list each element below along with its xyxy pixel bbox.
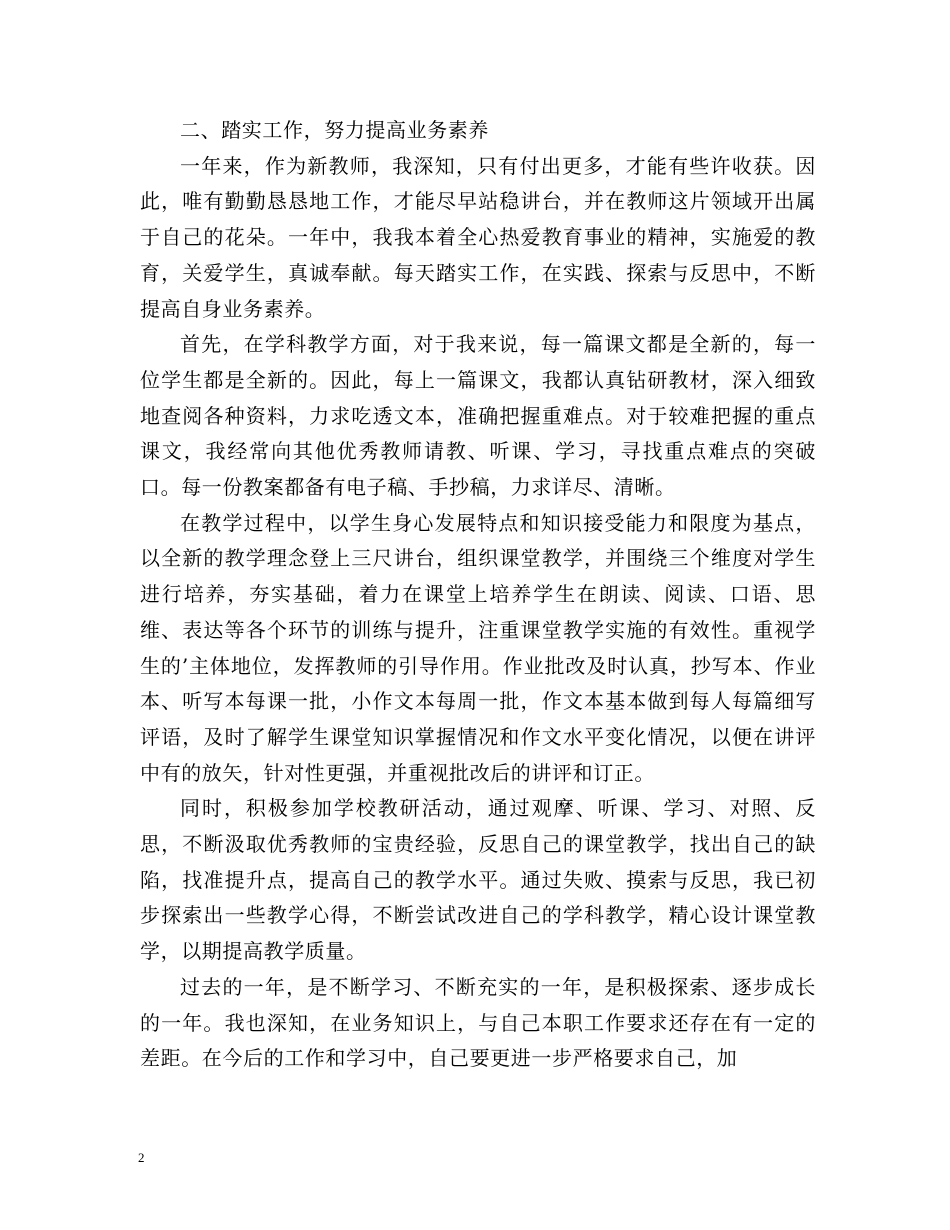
section-heading: 二、踏实工作，努力提高业务素养: [180, 118, 489, 142]
paragraph-2: 首先，在学科教学方面，对于我来说，每一篇课文都是全新的，每一位学生都是全新的。因此，每上一篇课文，我都认真钻研教材，深入细致地查阅各种资料，力求吃透文本，准确把握重难点。对于较难把握的重点课文，我经常向其他优秀教师请教、听课、学习，寻找重点难点的突破口。每一份教案都备有电子稿、手抄稿，力求详尽、清晰。: [140, 332, 816, 500]
paragraph-4: 同时，积极参加学校教研活动，通过观摩、听课、学习、对照、反思，不断汲取优秀教师的宝贵经验，反思自己的课堂教学，找出自己的缺陷，找准提升点，提高自己的教学水平。通过失败、摸索与反思，我已初步探索出一些教学心得，不断尝试改进自己的学科教学，精心设计课堂教学，以期提高教学质量。: [140, 796, 816, 964]
paragraph-5: 过去的一年，是不断学习、不断充实的一年，是积极探索、逐步成长的一年。我也深知，在业务知识上，与自己本职工作要求还存在有一定的差距。在今后的工作和学习中，自己要更进一步严格要求自己，加: [140, 974, 816, 1071]
document-body: [140, 113, 816, 1077]
page-number: 2: [138, 1150, 145, 1165]
paragraph-1: 一年来，作为新教师，我深知，只有付出更多，才能有些许收获。因此，唯有勤勤恳恳地工作，才能尽早站稳讲台，并在教师这片领域开出属于自己的花朵。一年中，我我本着全心热爱教育事业的精神，实施爱的教育，关爱学生，真诚奉献。每天踏实工作，在实践、探索与反思中，不断提高自身业务素养。: [140, 153, 816, 321]
paragraph-3: 在教学过程中，以学生身心发展特点和知识接受能力和限度为基点，以全新的教学理念登上三尺讲台，组织课堂教学，并围绕三个维度对学生进行培养，夯实基础，着力在课堂上培养学生在朗读、阅读、口语、思维、表达等各个环节的训练与提升，注重课堂教学实施的有效性。重视学生的’主体地位，发挥教师的引导作用。作业批改及时认真，抄写本、作业本、听写本每课一批，小作文本每周一批，作文本基本做到每人每篇细写评语，及时了解学生课堂知识掌握情况和作文水平变化情况，以便在讲评中有的放矢，针对性更强，并重视批改后的讲评和订正。: [140, 510, 816, 785]
